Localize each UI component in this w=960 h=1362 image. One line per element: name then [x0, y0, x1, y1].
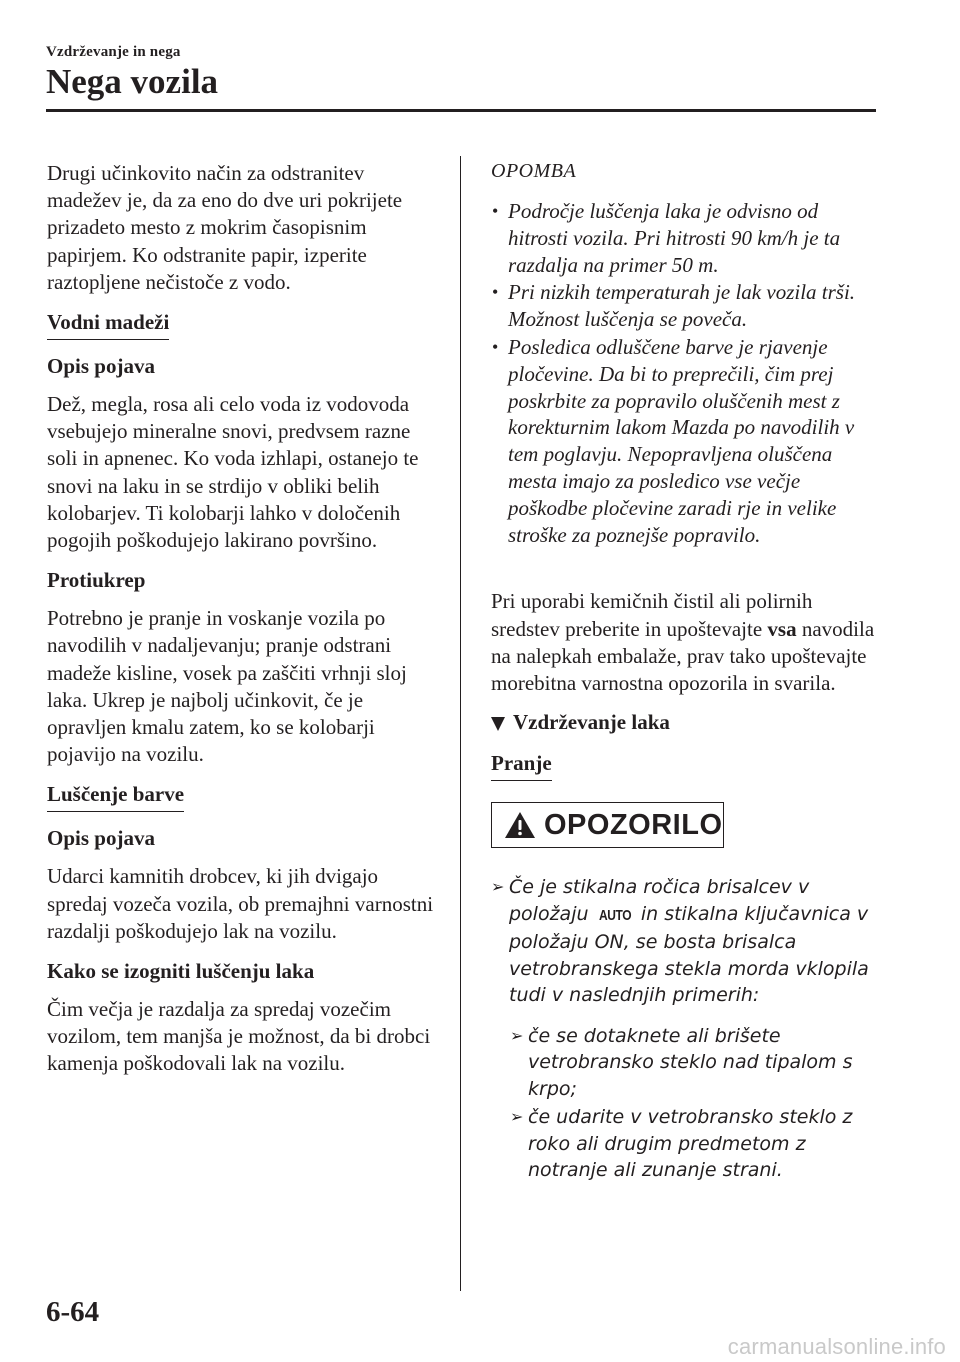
note-item	[491, 334, 881, 548]
arrow-right-icon: ➢	[510, 1107, 524, 1127]
warning-text-2: in stikalna ključavnica v položaju ON, se bosta brisalca vetrobranskega stekla morda vklopila tudi v naslednjih primerih:	[509, 902, 869, 1007]
chemicals-paragraph	[491, 588, 881, 697]
paint-chip-heading: Luščenje barve	[47, 781, 184, 812]
left-column	[47, 160, 442, 1091]
warning-sub-item	[510, 1104, 881, 1184]
bullet-icon: •	[492, 336, 499, 357]
note-list	[491, 198, 881, 548]
water-fix-heading: Protiukrep	[47, 568, 146, 593]
chemicals-bold-all: vsa	[767, 616, 797, 641]
warning-label: OPOZORILO	[544, 808, 723, 841]
header-rule	[46, 109, 876, 112]
chemicals-text-1: Pri uporabi kemičnih čistil ali polirnih sredstev preberite in upoštevajte	[491, 589, 813, 641]
chip-desc-paragraph: Udarci kamnitih drobcev, ki jih dvigajo spredaj vozeča vozila, ob premajhni varnostni razdalji poškodujejo lak na vozilu.	[47, 864, 434, 943]
arrow-right-icon: ➢	[491, 877, 505, 897]
chip-desc-heading: Opis pojava	[47, 826, 155, 851]
chemicals-text-2: navodila na nalepkah embalaže, prav tako upoštevajte morebitna varnostna opozorila in svarila.	[491, 616, 875, 695]
chip-avoid-paragraph: Čim večja je razdalja za spredaj vozečim vozilom, tem manjša je možnost, da bi drobci kamenja poškodovali lak na vozilu.	[47, 997, 431, 1076]
warning-triangle-icon	[504, 811, 536, 839]
arrow-right-icon: ➢	[510, 1025, 524, 1045]
page-title: Nega vozila	[46, 62, 219, 101]
watermark: carmanualsonline.info	[727, 1334, 946, 1359]
chip-avoid-heading: Kako se izogniti luščenju laka	[47, 959, 315, 984]
note-item-text: Področje luščenja laka je odvisno od hitrosti vozila. Pri hitrosti 90 km/h je ta razdalja na primer 50 m.	[508, 199, 841, 277]
note-item-text: Posledica odluščene barve je rjavenje pločevine. Da bi to preprečili, čim prej poskrbite za popravilo oluščenih mest z korekturnim lakom Mazda po navodilih v tem poglavju. Nepopravljena oluščena mesta imajo za posledico vse večje poškodbe pločevine zaradi rje in velike stroške za poznejše popravilo.	[508, 334, 855, 547]
note-item-text: Pri nizkih temperaturah je lak vozila trši. Možnost luščenja se poveča.	[508, 280, 856, 332]
water-desc-heading: Opis pojava	[47, 354, 155, 379]
warning-text-1: Če je stikalna ročica brisalcev v položaju	[509, 876, 810, 925]
auto-position-icon: AUTO	[598, 906, 631, 924]
warning-sub-item	[510, 1023, 881, 1103]
warning-box	[491, 802, 724, 848]
column-divider	[460, 156, 461, 1291]
water-desc-paragraph: Dež, megla, rosa ali celo voda iz vodovoda vsebujejo mineralne snovi, predvsem razne soli in apnenec. Ko voda izhlapi, ostanejo te snovi na laku in se strdijo v obliki belih kolobarjev. Ti kolobarji lahko v določenih pogojih poškodujejo lakirano površino.	[47, 392, 419, 553]
breadcrumb: Vzdrževanje in nega	[46, 44, 181, 60]
page-header	[46, 44, 876, 102]
paint-care-heading-text: Vzdrževanje laka	[513, 710, 670, 735]
paint-care-section-heading	[491, 710, 881, 735]
right-column	[491, 160, 881, 1186]
washing-heading: Pranje	[491, 750, 552, 781]
page-number: 6-64	[46, 1296, 100, 1328]
bullet-icon: •	[492, 282, 499, 303]
note-item	[491, 198, 881, 278]
warning-sub-text: če udarite v vetrobransko steklo z roko ali drugim predmetom z notranje ali zunanje strani.	[528, 1106, 853, 1182]
triangle-down-icon	[491, 717, 505, 731]
note-item	[491, 279, 881, 333]
warning-sub-text: če se dotaknete ali brišete vetrobransko steklo nad tipalom s krpo;	[528, 1024, 853, 1100]
intro-paragraph: Drugi učinkovito način za odstranitev madežev je, da za eno do dve uri pokrijete prizadeto mesto z mokrim časopisnim papirjem. Ko odstranite papir, izperite raztopljene nečistoče z vodo.	[47, 161, 403, 294]
water-stains-heading: Vodni madeži	[47, 309, 169, 340]
warning-content	[491, 874, 881, 1184]
warning-item	[491, 874, 881, 1009]
water-fix-paragraph: Potrebno je pranje in voskanje vozila po navodilih v nadaljevanju; pranje odstrani madeže kisline, vosek pa zaščiti vrhnji sloj laka. Ukrep je najbolj učinkovit, če je opravljen kmalu zatem, ko se kolobarji pojavijo na vozilu.	[47, 606, 407, 767]
note-block	[491, 160, 881, 548]
bullet-icon: •	[492, 201, 499, 221]
note-title: OPOMBA	[491, 160, 577, 182]
